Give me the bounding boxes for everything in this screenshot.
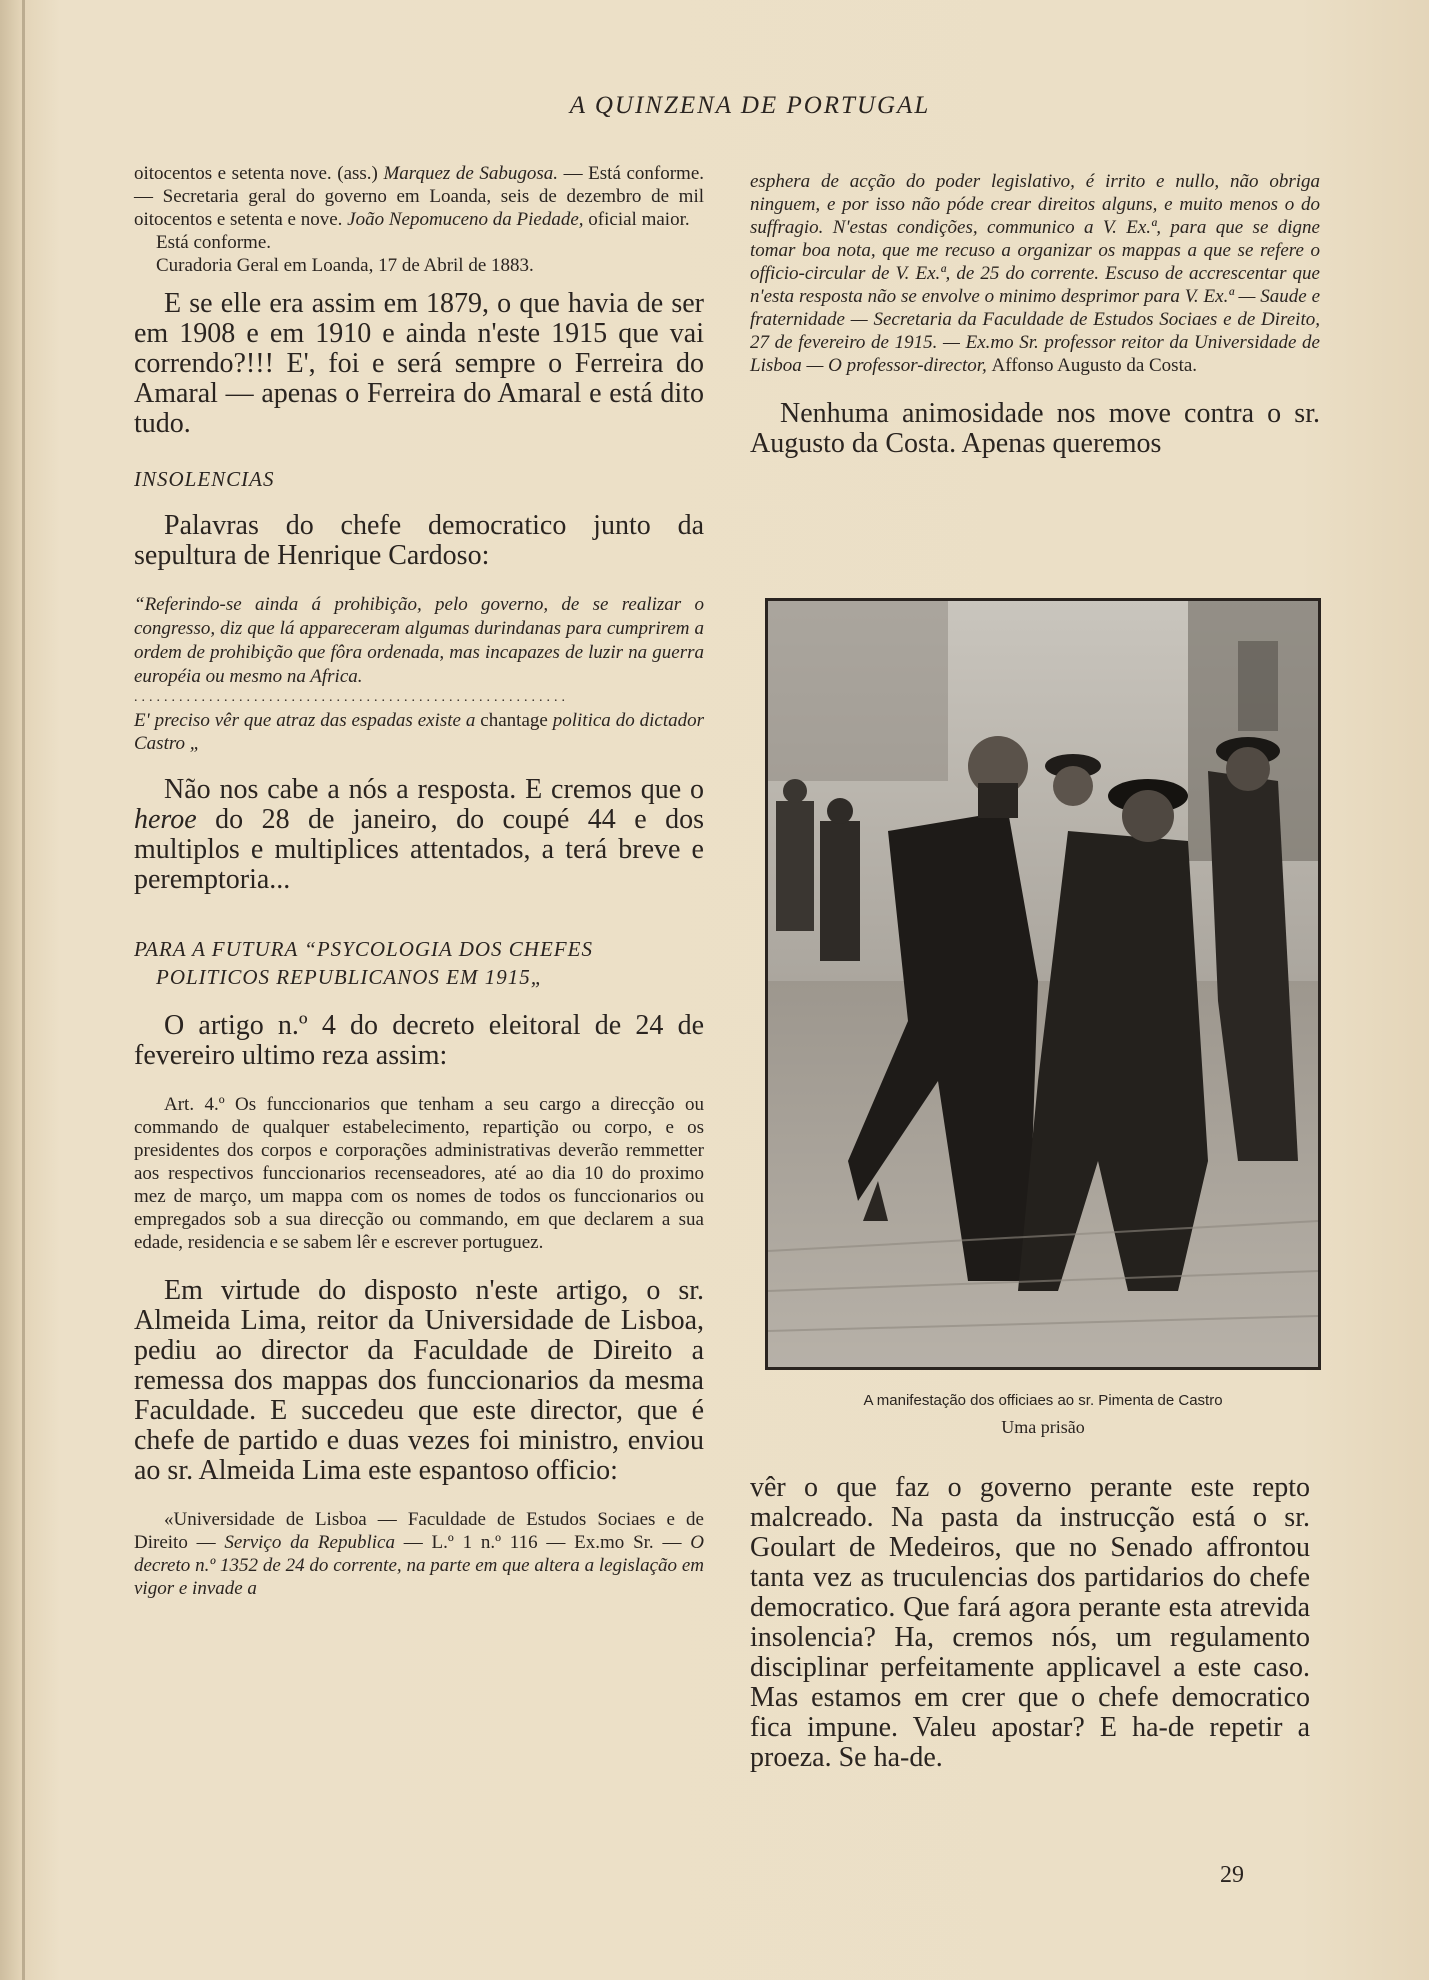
text-fragment: chantage [475, 710, 553, 731]
left-paragraph-7 [134, 1508, 704, 1600]
heading-futura-1: PARA A FUTURA “PSYCOLOGIA DOS CHEFES [134, 937, 593, 961]
text-fragment: «Universidade de Lisboa — Faculdade de Estudos Sociaes e de Direito — [134, 1509, 704, 1553]
text-fragment: Não nos cabe a nós a resposta. E cremos que o [164, 774, 704, 805]
emphasis: heroe [134, 804, 197, 835]
photo-caption [765, 1390, 1321, 1442]
photo-illustration [768, 601, 1318, 1367]
caption-line-1: A manifestação dos officiaes ao sr. Pimenta de Castro [863, 1392, 1223, 1409]
signature: Marquez de Sabugosa. [383, 163, 559, 184]
left-paragraph-5: O artigo n.º 4 do decreto eleitoral de 24 de fevereiro ultimo reza assim: [134, 1010, 704, 1071]
text-fragment: esphera de acção do poder legislativo, é irrito e nullo, não obriga ninguem, e por isso não póde crear direitos alguns, e muito menos o do suffragio. N'estas condições, communico a V. Ex.ª, para que se digne tomar boa nota, que me recuso a organizar os mappas a que se refere o officio-circular de V. Ex.ª, de 25 do corrente. Escuso de accrescentar que n'esta resposta não se envolve o minimo desprimor para V. Ex.ª — Saude e fraternidade — Secretaria da Faculdade de Estudos Sociaes e de Direito, 27 de fevereiro de 1915. — Ex.mo Sr. professor reitor da Universidade de Lisboa — O professor-director, [750, 171, 1320, 376]
news-photograph [765, 598, 1321, 1370]
signature: Affonso Augusto da Costa. [991, 355, 1198, 376]
left-paragraph-3: Palavras do chefe democratico junto da sepultura de Henrique Cardoso: [134, 510, 704, 571]
right-paragraph-2: Nenhuma animosidade nos move contra o sr. Augusto da Costa. Apenas queremos [750, 398, 1320, 459]
text-fragment: — Está conforme. — Secretaria geral do governo em Loanda, seis de dezembro de mil oitocentos e setenta e nove. [134, 163, 705, 230]
quote-1: “Referindo-se ainda á prohibição, pelo governo, de se realizar o congresso, diz que lá appareceram algumas durindanas para cumprirem a ordem de prohibição que fôra ordenada, mas incapazes de luzir na guerra européia ou mesmo na Africa. [134, 594, 704, 687]
right-column-bottom [750, 1473, 1310, 1773]
heading-futura-2: POLITICOS REPUBLICANOS EM 1915„ [156, 965, 544, 989]
text-fragment: — L.º 1 n.º 116 — Ex.mo Sr. — [394, 1532, 691, 1553]
text-fragment: oficial maior. [583, 209, 690, 230]
page-edge [22, 0, 25, 1980]
quote-2 [134, 709, 704, 755]
text-fragment: do 28 de janeiro, do coupé 44 e dos multiplos e multiplices attentados, a terá breve e peremptoria... [134, 804, 704, 895]
left-paragraph-2: E se elle era assim em 1879, o que havia de ser em 1908 e em 1910 e ainda n'este 1915 que vai correndo?!!! E', foi e será sempre o Ferreira do Amaral — apenas o Ferreira do Amaral e está dito tudo. [134, 288, 704, 439]
caption-line-2: Uma prisão [1001, 1417, 1085, 1437]
text-fragment: oitocentos e setenta nove. (ass.) [134, 163, 384, 184]
left-paragraph-4 [134, 775, 704, 895]
heading-insolencias: INSOLENCIAS [134, 467, 275, 491]
right-column-top [750, 170, 1320, 459]
page-number: 29 [1220, 1862, 1244, 1888]
left-column [134, 162, 704, 1600]
conformity-line: Está conforme. [156, 232, 272, 253]
text-fragment: Serviço da Republica [224, 1532, 395, 1553]
right-paragraph-1 [750, 170, 1320, 377]
name: João Nepomuceno da Piedade, [347, 209, 584, 230]
left-paragraph-6: Em virtude do disposto n'este artigo, o sr. Almeida Lima, reitor da Universidade de Lisboa, pediu ao director da Faculdade de Direito a remessa dos mappas dos funccionarios da mesma Faculdade. E succedeu que este director, que é chefe de partido e duas vezes foi ministro, enviou ao sr. Almeida Lima este espantoso officio: [134, 1275, 704, 1486]
text-fragment: O decreto n.º 1352 de 24 do corrente, na parte em que altera a legislação em vigor e invade a [134, 1532, 704, 1599]
text-fragment: politica do dictador Castro „ [134, 710, 705, 754]
article-4: Art. 4.º Os funccionarios que tenham a seu cargo a direcção ou commando de qualquer estabelecimento, repartição ou corpo, e os presidentes dos corpos e corporações administrativas deverão remmetter aos respectivos funccionarios recenseadores, até ao dia 10 do proximo mez de março, um mappa com os nomes de todos os funccionarios ou empregados sob a sua direcção ou commando, em que declarem a sua edade, residencia e se sabem lêr e escrever portuguez. [134, 1094, 704, 1253]
right-paragraph-3: vêr o que faz o governo perante este repto malcreado. Na pasta da instrucção está o sr. Goulart de Medeiros, que no Senado affrontou tanta vez as truculencias dos partidarios do chefe democratico. Que fará agora perante esta atrevida insolencia? Ha, cremos nós, um regulamento disciplinar perfeitamente applicavel a este caso. Mas estamos em crer que o chefe democratico fica impune. Valeu apostar? E ha-de repetir a proeza. Se ha-de. [750, 1472, 1310, 1773]
left-paragraph-1 [134, 162, 704, 231]
text-fragment: E' preciso vêr que atraz das espadas existe a [134, 710, 476, 731]
ellipsis-dots: .......................................................... [134, 691, 569, 705]
curadoria-line: Curadoria Geral em Loanda, 17 de Abril de 1883. [156, 255, 534, 276]
running-title: A QUINZENA DE PORTUGAL [569, 92, 931, 119]
